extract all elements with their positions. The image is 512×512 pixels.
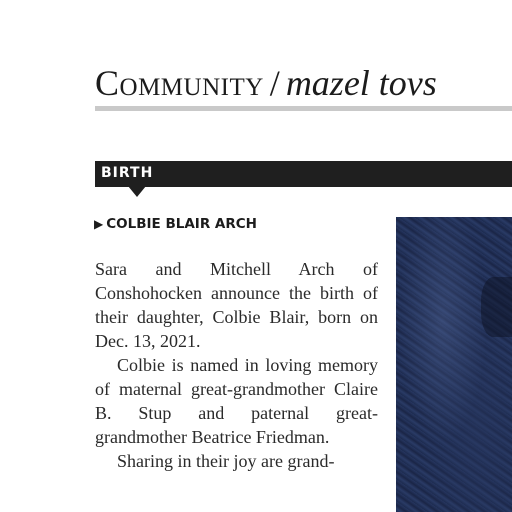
header-rule: [95, 106, 512, 111]
announcement-paragraph: Sara and Mitchell Arch of Conshohocken announce the birth of their daughter, Colbie Blair, born on Dec. 13, 2021.: [95, 259, 378, 351]
play-arrow-icon: ▶: [94, 217, 104, 231]
section-title: Community: [95, 63, 264, 103]
header-separator: /: [269, 63, 280, 103]
category-label: BIRTH: [101, 165, 154, 181]
category-bar: [95, 161, 512, 187]
announcement-name: COLBIE BLAIR ARCH: [106, 216, 257, 232]
announcement-body: [95, 257, 378, 473]
announcement-paragraph: Colbie is named in loving memory of maternal great-grandmother Claire B. Stup and paternal great-grandmother Beatrice Friedman.: [95, 355, 378, 447]
announcement-name-row: [94, 216, 257, 232]
page-header: [95, 62, 437, 104]
baby-photo: [396, 217, 512, 512]
section-subtitle: mazel tovs: [285, 63, 437, 103]
announcement-paragraph: Sharing in their joy are grand-: [117, 451, 335, 471]
category-bar-pointer: [128, 186, 146, 197]
